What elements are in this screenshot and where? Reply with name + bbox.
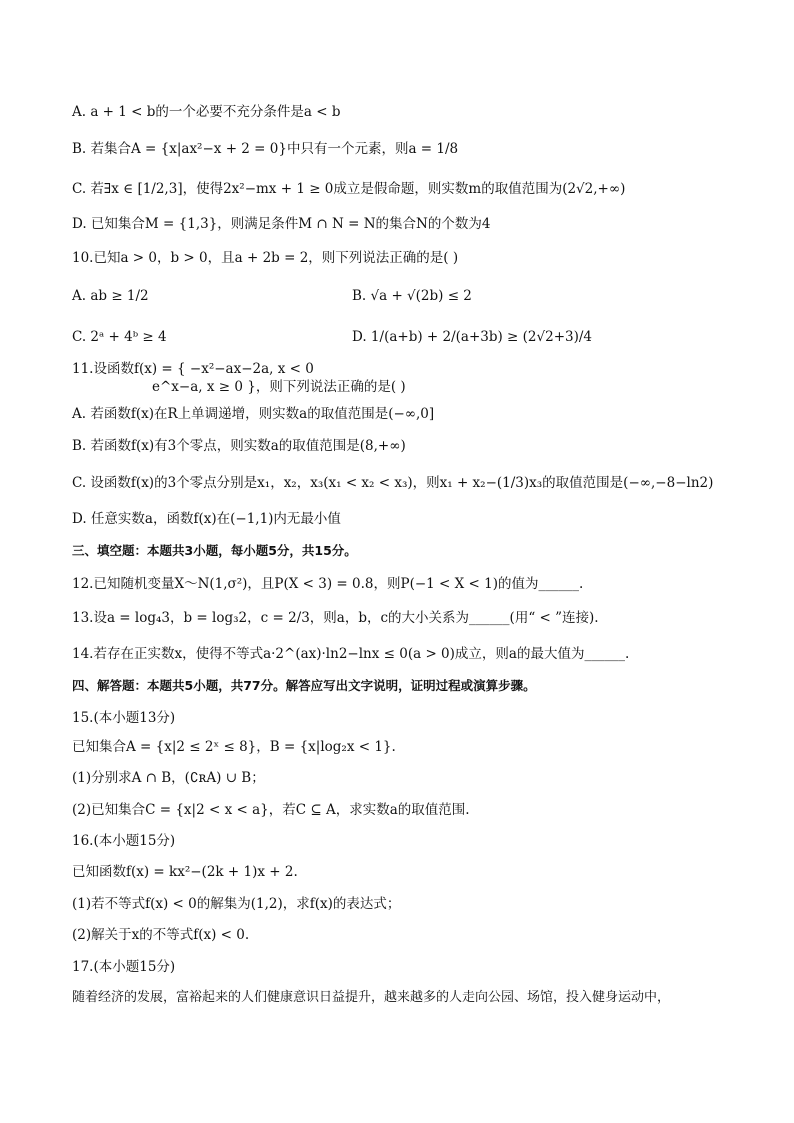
option-10a: A. ab ≥ 1/2 (72, 288, 149, 304)
question-11-stem-2: e^x−a, x ≥ 0 }，则下列说法正确的是( ) (152, 379, 406, 395)
question-15-stem: 已知集合A = {x|2 ≤ 2ˣ ≤ 8}，B = {x|log₂x < 1}. (72, 739, 396, 755)
question-15-part-1: (1)分别求A ∩ B，(∁ʀA) ∪ B； (72, 770, 265, 786)
option-10d: D. 1/(a+b) + 2/(a+3b) ≥ (2√2+3)/4 (352, 329, 593, 345)
question-10-stem: 10.已知a > 0，b > 0，且a + 2b = 2，则下列说法正确的是( ) (72, 250, 459, 266)
question-15-header: 15.(本小题13分) (72, 710, 176, 726)
question-15-part-2: (2)已知集合C = {x|2 < x < a}，若C ⊆ A，求实数a的取值范围. (72, 802, 470, 818)
question-16-header: 16.(本小题15分) (72, 833, 176, 849)
question-16-part-2: (2)解关于x的不等式f(x) < 0. (72, 927, 250, 943)
question-16-part-1: (1)若不等式f(x) < 0的解集为(1,2)，求f(x)的表达式； (72, 896, 401, 912)
option-9d: D. 已知集合M = {1,3}，则满足条件M ∩ N = N的集合N的个数为4 (72, 216, 491, 232)
section-4-heading: 四、解答题：本题共5小题，共77分。解答应写出文字说明，证明过程或演算步骤。 (72, 678, 536, 693)
option-10b: B. √a + √(2b) ≤ 2 (352, 288, 472, 304)
option-9b: B. 若集合A = {x|ax²−x + 2 = 0}中只有一个元素，则a = 1/8 (72, 141, 459, 157)
option-9c: C. 若∃x ∈ [1/2,3]，使得2x²−mx + 1 ≥ 0成立是假命题，则实数m的取值范围为(2√2,+∞) (72, 181, 626, 197)
question-17-header: 17.(本小题15分) (72, 959, 176, 975)
option-11b: B. 若函数f(x)有3个零点，则实数a的取值范围是(8,+∞) (72, 438, 406, 454)
option-11d: D. 任意实数a，函数f(x)在(−1,1)内无最小值 (72, 511, 341, 527)
question-12: 12.已知随机变量X～N(1,σ²)，且P(X < 3) = 0.8，则P(−1 < X < 1)的值为______. (72, 576, 584, 592)
section-3-heading: 三、填空题：本题共3小题，每小题5分，共15分。 (72, 543, 357, 558)
question-13: 13.设a = log₄3，b = log₃2，c = 2/3，则a，b，c的大小关系为______(用“ < ”连接). (72, 610, 599, 626)
option-9a: A. a + 1 < b的一个必要不充分条件是a < b (72, 104, 341, 120)
question-14: 14.若存在正实数x，使得不等式a·2^(ax)·ln2−lnx ≤ 0(a > 0)成立，则a的最大值为______. (72, 646, 630, 662)
question-11-stem-1: 11.设函数f(x) = { −x²−ax−2a, x < 0 (72, 361, 314, 377)
question-17-stem: 随着经济的发展，富裕起来的人们健康意识日益提升，越来越多的人走向公园、场馆，投入健身运动中， (72, 990, 671, 1005)
option-11a: A. 若函数f(x)在R上单调递增，则实数a的取值范围是(−∞,0] (72, 406, 435, 422)
question-16-stem: 已知函数f(x) = kx²−(2k + 1)x + 2. (72, 864, 298, 880)
option-10c: C. 2ᵃ + 4ᵇ ≥ 4 (72, 329, 167, 345)
option-11c: C. 设函数f(x)的3个零点分别是x₁，x₂，x₃(x₁ < x₂ < x₃)，则x₁ + x₂−(1/3)x₃的取值范围是(−∞,−8−ln2) (72, 475, 714, 491)
